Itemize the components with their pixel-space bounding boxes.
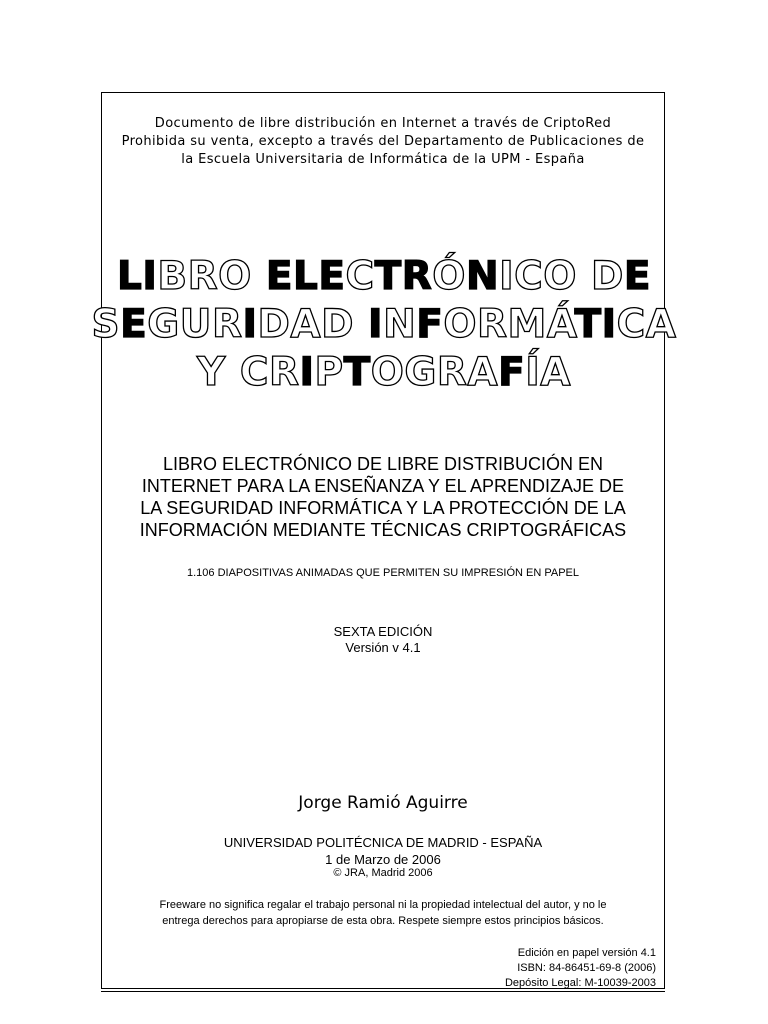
- isbn: ISBN: 84-86451-69-8 (2006): [517, 962, 656, 974]
- legal-deposit: Depósito Legal: M-10039-2003: [504, 977, 656, 989]
- freeware-line: entrega derechos para apropiarse de esta obra. Respete siempre estos principios básicos.: [162, 915, 604, 927]
- title-segment: TR: [374, 254, 433, 299]
- book-subtitle: [102, 453, 664, 541]
- title-segment: ÍA: [525, 350, 571, 395]
- frame-underline: [101, 991, 665, 992]
- title-segment: LI: [117, 254, 158, 299]
- subtitle-line: INTERNET PARA LA ENSEÑANZA Y EL APRENDIZAJE DE: [141, 476, 625, 496]
- title-segment: C: [345, 254, 375, 299]
- publication-info: [505, 946, 656, 991]
- title-line: [62, 349, 706, 397]
- notice-line: Documento de libre distribución en Internet a través de CriptoRed: [154, 116, 612, 131]
- distribution-notice: [102, 115, 664, 169]
- title-segment: TI: [574, 302, 617, 347]
- title-segment: BRO: [157, 254, 266, 299]
- author-name: Jorge Ramió Aguirre: [298, 793, 468, 813]
- edition-name: SEXTA EDICIÓN: [333, 624, 433, 639]
- freeware-notice: [102, 897, 664, 929]
- title-segment: F: [498, 350, 526, 395]
- title-segment: ORMÁ: [443, 302, 575, 347]
- title-line: [62, 253, 706, 301]
- title-segment: OGRA: [370, 350, 499, 395]
- title-segment: DAD: [257, 302, 369, 347]
- title-segment: S: [91, 302, 121, 347]
- title-segment: F: [416, 302, 444, 347]
- title-line: [62, 301, 706, 349]
- title-segment: Y CR: [197, 350, 300, 395]
- copyright-notice: © JRA, Madrid 2006: [333, 867, 433, 879]
- title-segment: I: [242, 302, 258, 347]
- title-segment: E: [623, 254, 651, 299]
- title-segment: E: [120, 302, 148, 347]
- title-segment: Ó: [432, 254, 466, 299]
- title-segment: GUR: [147, 302, 243, 347]
- university-block: [102, 834, 664, 868]
- publication-date: 1 de Marzo de 2006: [325, 852, 441, 867]
- title-segment: I: [299, 350, 315, 395]
- title-segment: P: [314, 350, 344, 395]
- title-segment: I: [368, 302, 384, 347]
- subtitle-line: LA SEGURIDAD INFORMÁTICA Y LA PROTECCIÓN DE LA: [140, 498, 626, 518]
- title-segment: CA: [616, 302, 677, 347]
- title-segment: N: [465, 254, 500, 299]
- paper-edition: Edición en papel versión 4.1: [517, 947, 656, 959]
- title-segment: ELE: [265, 254, 346, 299]
- freeware-line: Freeware no significa regalar el trabajo personal ni la propiedad intelectual del autor, y no le: [159, 899, 607, 911]
- notice-line: Prohibida su venta, excepto a través del Departamento de Publicaciones de: [121, 134, 645, 149]
- title-segment: T: [343, 350, 371, 395]
- slides-info: 1.106 DIAPOSITIVAS ANIMADAS QUE PERMITEN SU IMPRESIÓN EN PAPEL: [186, 567, 580, 579]
- subtitle-line: INFORMACIÓN MEDIANTE TÉCNICAS CRIPTOGRÁFICAS: [139, 520, 627, 540]
- title-segment: ICO D: [499, 254, 624, 299]
- cover-frame: [91, 92, 677, 989]
- edition-version: Versión v 4.1: [345, 640, 421, 655]
- university-name: UNIVERSIDAD POLITÉCNICA DE MADRID - ESPAÑA: [223, 835, 543, 850]
- notice-line: la Escuela Universitaria de Informática de la UPM - España: [181, 152, 585, 167]
- book-title: [62, 253, 706, 397]
- subtitle-line: LIBRO ELECTRÓNICO DE LIBRE DISTRIBUCIÓN EN: [162, 454, 604, 474]
- edition-block: [102, 624, 664, 656]
- title-segment: N: [383, 302, 417, 347]
